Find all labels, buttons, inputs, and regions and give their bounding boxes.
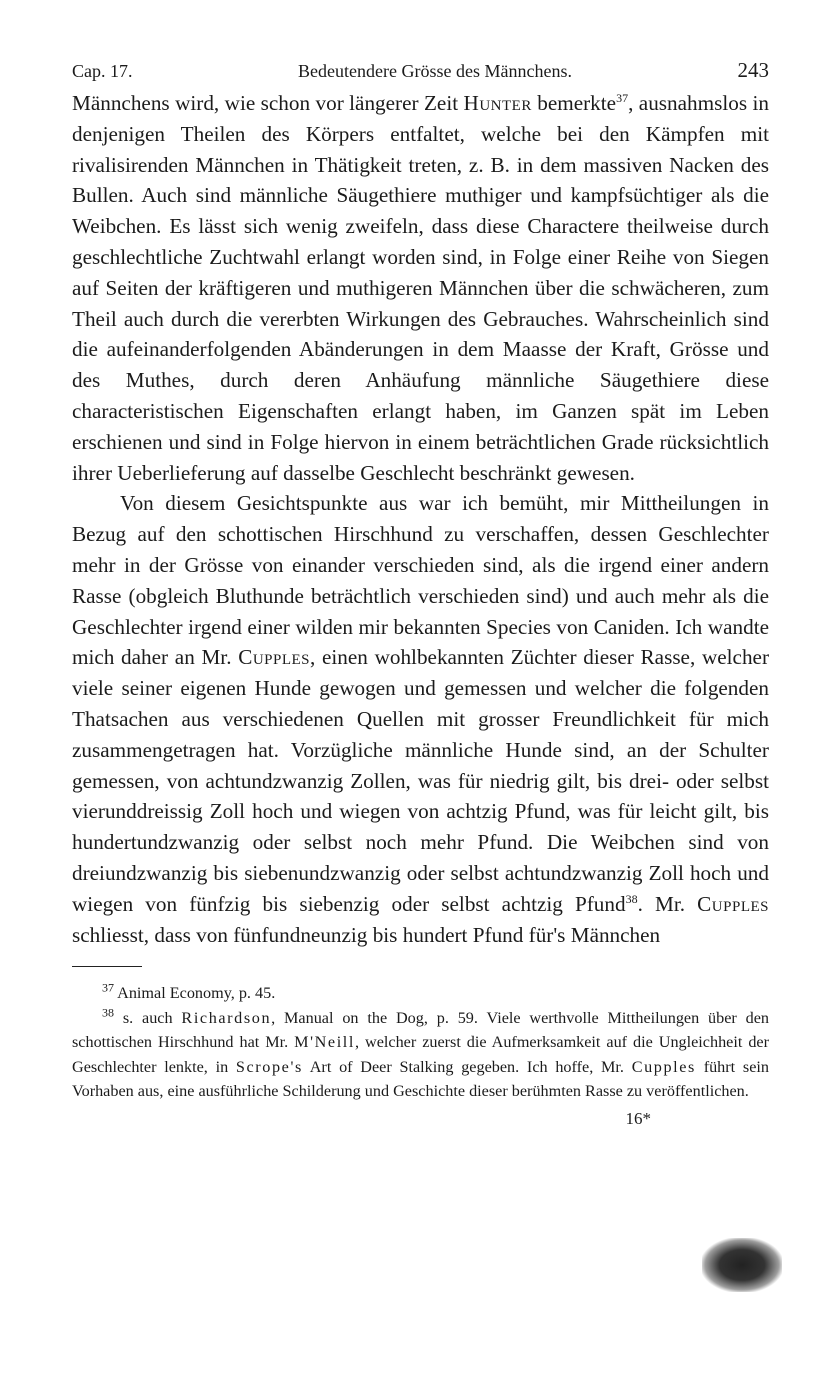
footnote-ref-38: 38 <box>625 891 638 906</box>
chapter-label: Cap. 17. <box>72 61 133 81</box>
footnote-number: 38 <box>102 1005 114 1020</box>
ink-blot <box>702 1238 782 1292</box>
name-cupples: Cupples <box>238 645 311 670</box>
name-richardson: Richardson <box>181 1008 272 1027</box>
name-hunter: Hunter <box>463 91 532 115</box>
text-run: schliesst, dass von fünfundneunzig bis hundert Pfund für's Männchen <box>72 922 661 947</box>
name-cupples: Cupples <box>697 891 769 916</box>
name-cupples: Cupples <box>631 1057 696 1076</box>
footnote-text: , welcher zuerst die Aufmerksamkeit auf die Ungleichheit der Geschlechter lenkte, in <box>72 1033 769 1076</box>
paragraph-2 <box>72 488 769 950</box>
footnote-text: führt sein Vorhaben aus, eine ausführliche Schilderung und Geschichte dieser berühmten Rasse zu veröffentlichen. <box>72 1057 769 1100</box>
footnote-37 <box>72 981 769 1005</box>
name-scrope: Scrope's <box>235 1057 303 1076</box>
footnote-text: s. auch <box>114 1008 182 1027</box>
footnote-text: , Manual on the Dog, p. 59. Viele werthvolle Mittheilungen über den schottischen Hirschhund hat Mr. <box>72 1008 769 1052</box>
text-run: . Mr. <box>637 891 698 916</box>
text-run: , ausnahmslos in denjenigen Theilen des Körpers entfaltet, welche bei den Kämpfen mit rivalisirenden Männchen in Thätigkeit treten, z. B. in dem massiven Nacken des Bullen. Auch sind männliche Säugethiere muthiger und kampfsüchtiger als die Weibchen. Es lässt sich wenig zweifeln, dass diese Charactere theilweise durch geschlechtliche Zuchtwahl erlangt worden sind, in Folge einer Reihe von Siegen auf Seiten der kräftigeren und muthigeren Männchen über die schwächeren, zum Theil auch durch die vererbten Wirkungen des Gebrauches. Wahrscheinlich sind die aufeinanderfolgenden Abänderungen in dem Maasse der Kraft, Grösse und des Muthes, durch deren Anhäufung männliche Säugethiere diese characteristischen Eigenschaften erlangt haben, im Ganzen spät im Leben erschienen und sind in Folge hiervon in einem beträchtlichen Grade rücksichtlich ihrer Ueberlieferung auf dasselbe Geschlecht beschränkt gewesen. <box>72 91 769 485</box>
name-mneill: M'Neill <box>294 1033 355 1052</box>
footnote-38 <box>72 1006 769 1104</box>
footnote-number: 37 <box>102 980 114 995</box>
text-run: bemerkte <box>531 91 617 115</box>
footnote-text: Animal Economy, p. 45. <box>114 984 276 1003</box>
text-run: Von diesem Gesichtspunkte aus war ich bemüht, mir Mittheilungen in Bezug auf den schottischen Hirschhund zu verschaffen, dessen Geschlechter mehr in der Grösse von einander verschieden sind, als die irgend einer andern Rasse (obgleich Bluthunde beträchtlich verschieden sind) und auch mehr als die Geschlechter irgend einer wilden mir bekannten Species von Caniden. Ich wandte mich daher an Mr. <box>72 491 769 670</box>
running-title: Bedeutendere Grösse des Männchens. <box>298 61 572 81</box>
text-run: , einen wohlbekannten Züchter dieser Rasse, welcher viele seiner eigenen Hunde gewogen und gemessen und welcher die folgenden Thatsachen aus verschiedenen Quellen mit grosser Freundlichkeit für mich zusammengetragen hat. Vorzügliche männliche Hunde sind, an der Schulter gemessen, von achtundzwanzig Zollen, was für niedrig gilt, bis drei- oder selbst vierunddreissig Zoll hoch und wiegen von achtzig Pfund, was für leicht gilt, bis hundertundzwanzig oder selbst noch mehr Pfund. Die Weibchen sind von dreiundzwanzig bis siebenundzwanzig oder selbst achtundzwanzig Zoll hoch und wiegen von fünfzig bis siebenzig oder selbst achtzig Pfund <box>72 645 769 916</box>
page-number: 243 <box>737 58 769 82</box>
footnotes <box>72 981 769 1103</box>
paragraph-1 <box>72 88 769 488</box>
book-page <box>72 58 769 1129</box>
running-header <box>72 58 769 88</box>
text-run: Männchens wird, wie schon vor längerer Zeit <box>72 91 464 115</box>
main-text <box>72 88 769 950</box>
footnote-text: Art of Deer Stalking gegeben. Ich hoffe, Mr. <box>302 1057 632 1076</box>
footnote-divider <box>72 966 142 967</box>
footnote-ref-37: 37 <box>616 90 629 105</box>
printer-signature: 16* <box>625 1109 651 1129</box>
